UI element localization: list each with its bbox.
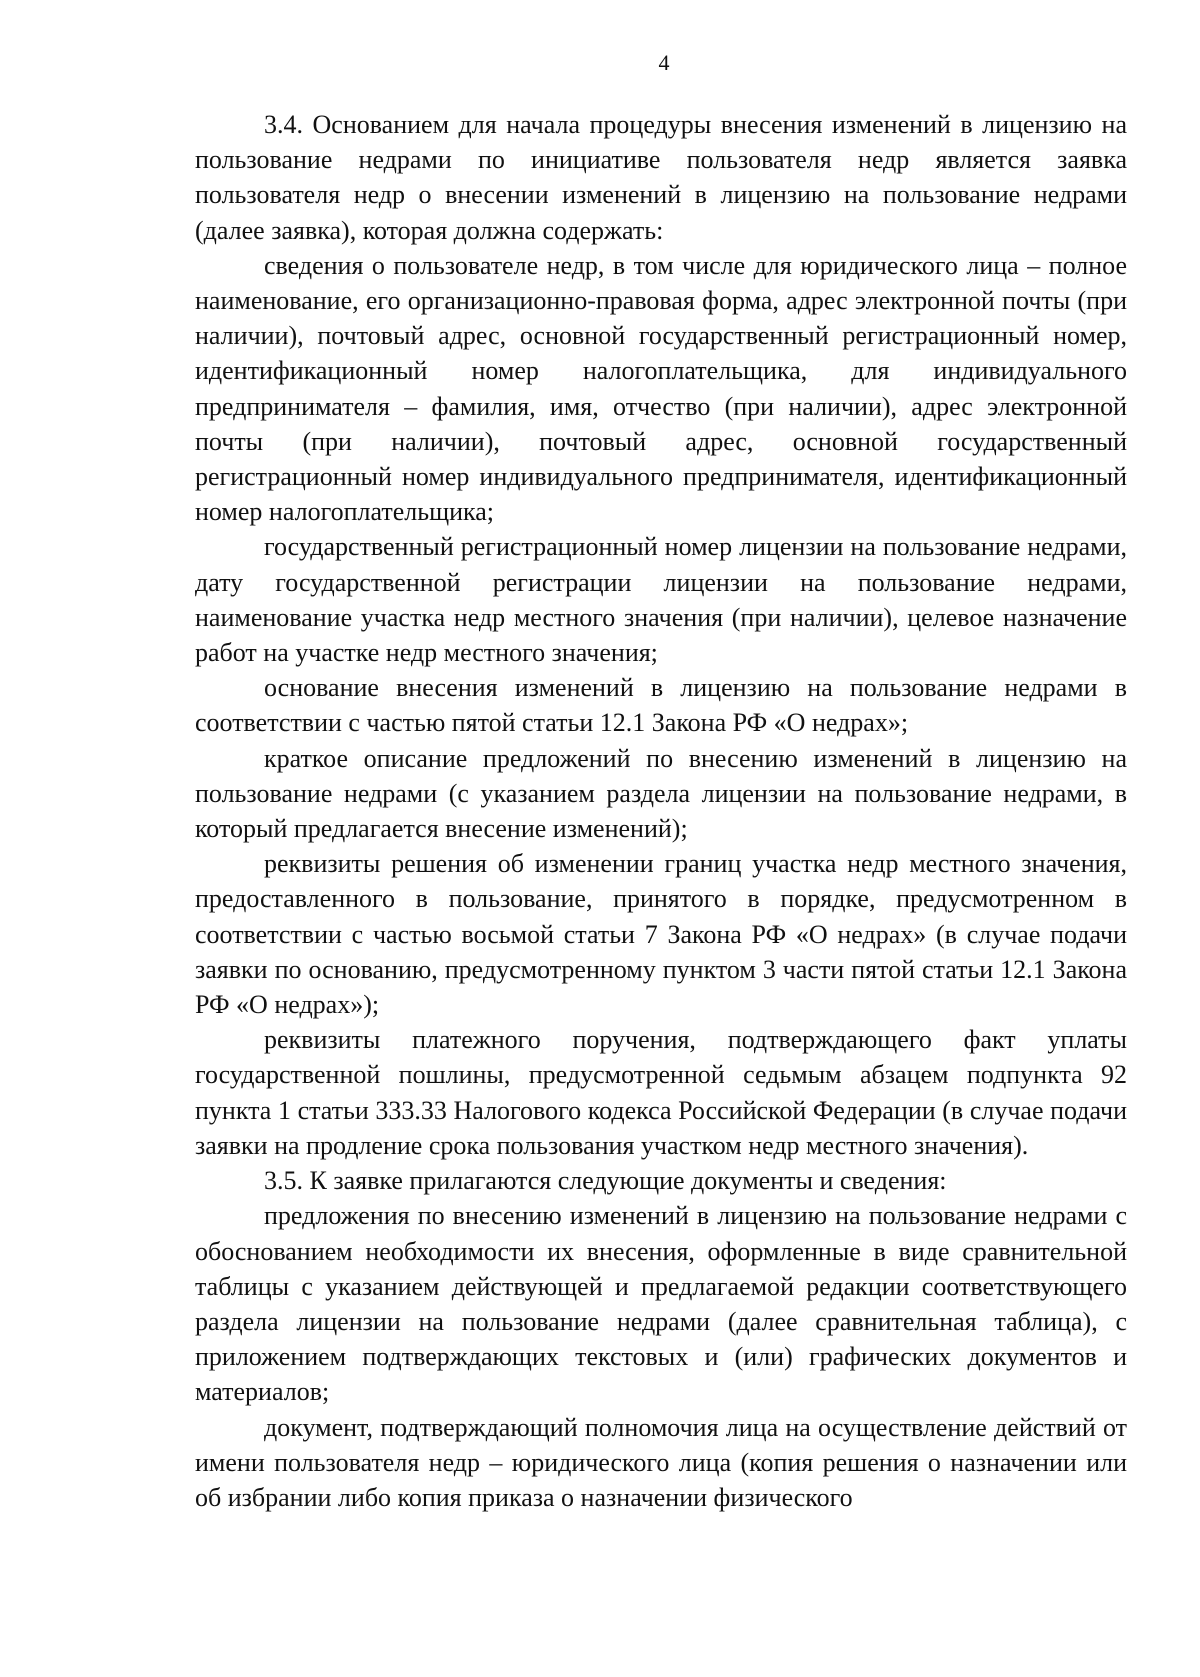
paragraph-license-number: государственный регистрационный номер лицензии на пользование недрами, дату государственной регистрации лицензии на пользование недрами, наименование участка недр местного значения (при наличии), целевое назначение работ на участке недр местного значения;	[195, 532, 1127, 668]
page-number: 4	[658, 50, 670, 75]
paragraph-authority-document: документ, подтверждающий полномочия лица на осуществление действий от имени пользователя недр – юридического лица (копия решения о назначении или об избрании либо копия приказа о назначении физического	[195, 1412, 1127, 1512]
paragraph-payment-order: реквизиты платежного поручения, подтверждающего факт уплаты государственной пошлины, предусмотренной седьмым абзацем подпункта 92 пункта 1 статьи 333.33 Налогового кодекса Российской Федерации (в случае подачи заявки на продление срока пользования участком недр местного значения).	[195, 1025, 1127, 1160]
paragraph-boundary-decision: реквизиты решения об изменении границ участка недр местного значения, предоставленного в пользование, принятого в порядке, предусмотренном в соответствии с частью восьмой статьи 7 Закона РФ «О недрах» (в случае подачи заявки по основанию, предусмотренному пунктом 3 части пятой статьи 12.1 Закона РФ «О недрах»);	[195, 849, 1127, 1020]
paragraph-brief-description: краткое описание предложений по внесению изменений в лицензию на пользование недрами (с указанием раздела лицензии на пользование недрами, в который предлагается внесение изменений);	[195, 743, 1127, 844]
paragraph-3-4: 3.4. Основанием для начала процедуры внесения изменений в лицензию на пользование недрами по инициативе пользователя недр является заявка пользователя недр о внесении изменений в лицензию на пользование недрами (далее заявка), которая должна содержать:	[195, 110, 1127, 245]
paragraph-3-5: 3.5. К заявке прилагаются следующие документы и сведения:	[264, 1166, 947, 1196]
paragraph-basis: основание внесения изменений в лицензию на пользование недрами в соответствии с частью пятой статьи 12.1 Закона РФ «О недрах»;	[195, 673, 1127, 738]
paragraph-applicant-info: сведения о пользователе недр, в том числе для юридического лица – полное наименование, его организационно-правовая форма, адрес электронной почты (при наличии), почтовый адрес, основной государственный регистрационный номер, идентификационный номер налогоплательщика, для индивидуального предпринимателя – фамилия, имя, отчество (при наличии), адрес электронной почты (при наличии), почтовый адрес, основной государственный регистрационный номер индивидуального предпринимателя, идентификационный номер налогоплательщика;	[195, 250, 1127, 527]
paragraph-proposals: предложения по внесению изменений в лицензию на пользование недрами с обоснованием необходимости их внесения, оформленные в виде сравнительной таблицы с указанием действующей и предлагаемой редакции соответствующего раздела лицензии на пользование недрами (далее сравнительная таблица), с приложением подтверждающих текстовых и (или) графических документов и материалов;	[195, 1201, 1127, 1407]
document-body	[195, 107, 1127, 1515]
